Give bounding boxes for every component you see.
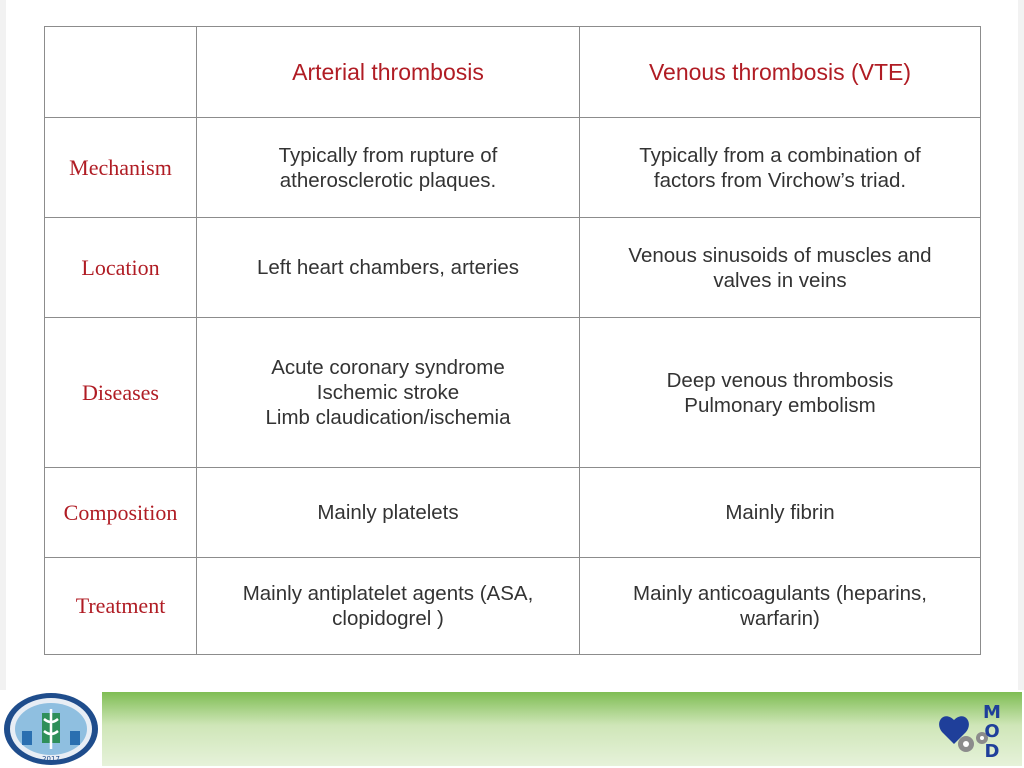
table-row-location xyxy=(45,218,981,318)
university-seal-icon xyxy=(2,691,100,767)
text-line: Left heart chambers, arteries xyxy=(256,256,520,279)
table-header-row xyxy=(45,27,981,118)
text-line: warfarin) xyxy=(740,607,820,630)
text-line: Typically from rupture of xyxy=(278,143,498,167)
slide xyxy=(6,0,1018,690)
comparison-table xyxy=(44,26,981,655)
text-line: Mainly fibrin xyxy=(725,501,835,524)
row-label-diseases: Diseases xyxy=(45,318,197,468)
text-line: valves in veins xyxy=(713,268,847,292)
mod-gears-icon xyxy=(936,700,1010,762)
cell-venous-treatment xyxy=(580,558,981,655)
logo-letter-d: D xyxy=(984,741,1000,762)
cell-arterial-composition xyxy=(197,468,580,558)
table-row-mechanism xyxy=(45,118,981,218)
text-line: Ischemic stroke xyxy=(316,381,460,404)
logo-letter-o: O xyxy=(984,721,1000,742)
cell-arterial-treatment xyxy=(197,558,580,655)
text-line: Mainly antiplatelet agents (ASA, xyxy=(242,582,534,605)
text-line: atherosclerotic plaques. xyxy=(279,168,497,192)
table-row-treatment xyxy=(45,558,981,655)
cell-venous-diseases xyxy=(580,318,981,468)
text-line: Acute coronary syndrome xyxy=(271,356,505,379)
text-line: Venous sinusoids of muscles and xyxy=(628,243,932,267)
text-line: Deep venous thrombosis xyxy=(666,368,894,392)
row-label-location: Location xyxy=(45,218,197,318)
cell-arterial-diseases xyxy=(197,318,580,468)
col-header-arterial: Arterial thrombosis xyxy=(197,27,580,118)
cell-venous-mechanism xyxy=(580,118,981,218)
row-label-composition: Composition xyxy=(45,468,197,558)
footer-green-band xyxy=(102,692,1022,766)
corner-cell xyxy=(45,27,197,118)
cell-arterial-mechanism xyxy=(197,118,580,218)
table-row-diseases xyxy=(45,318,981,468)
cell-arterial-location xyxy=(197,218,580,318)
col-header-venous: Venous thrombosis (VTE) xyxy=(580,27,981,118)
row-label-treatment: Treatment xyxy=(45,558,197,655)
row-label-mechanism: Mechanism xyxy=(45,118,197,218)
text-line: Mainly anticoagulants (heparins, xyxy=(633,582,927,605)
text-line: Pulmonary embolism xyxy=(684,393,876,417)
text-line: clopidogrel ) xyxy=(332,607,444,630)
text-line: Mainly platelets xyxy=(317,501,459,524)
text-line: Typically from a combination of xyxy=(639,143,921,167)
text-line: Limb claudication/ischemia xyxy=(265,406,511,429)
cell-venous-composition xyxy=(580,468,981,558)
seal-year: 2017 xyxy=(42,755,60,763)
table-row-composition xyxy=(45,468,981,558)
text-line: factors from Virchow’s triad. xyxy=(653,168,907,192)
logo-letter-m: M xyxy=(983,702,1001,723)
cell-venous-location xyxy=(580,218,981,318)
